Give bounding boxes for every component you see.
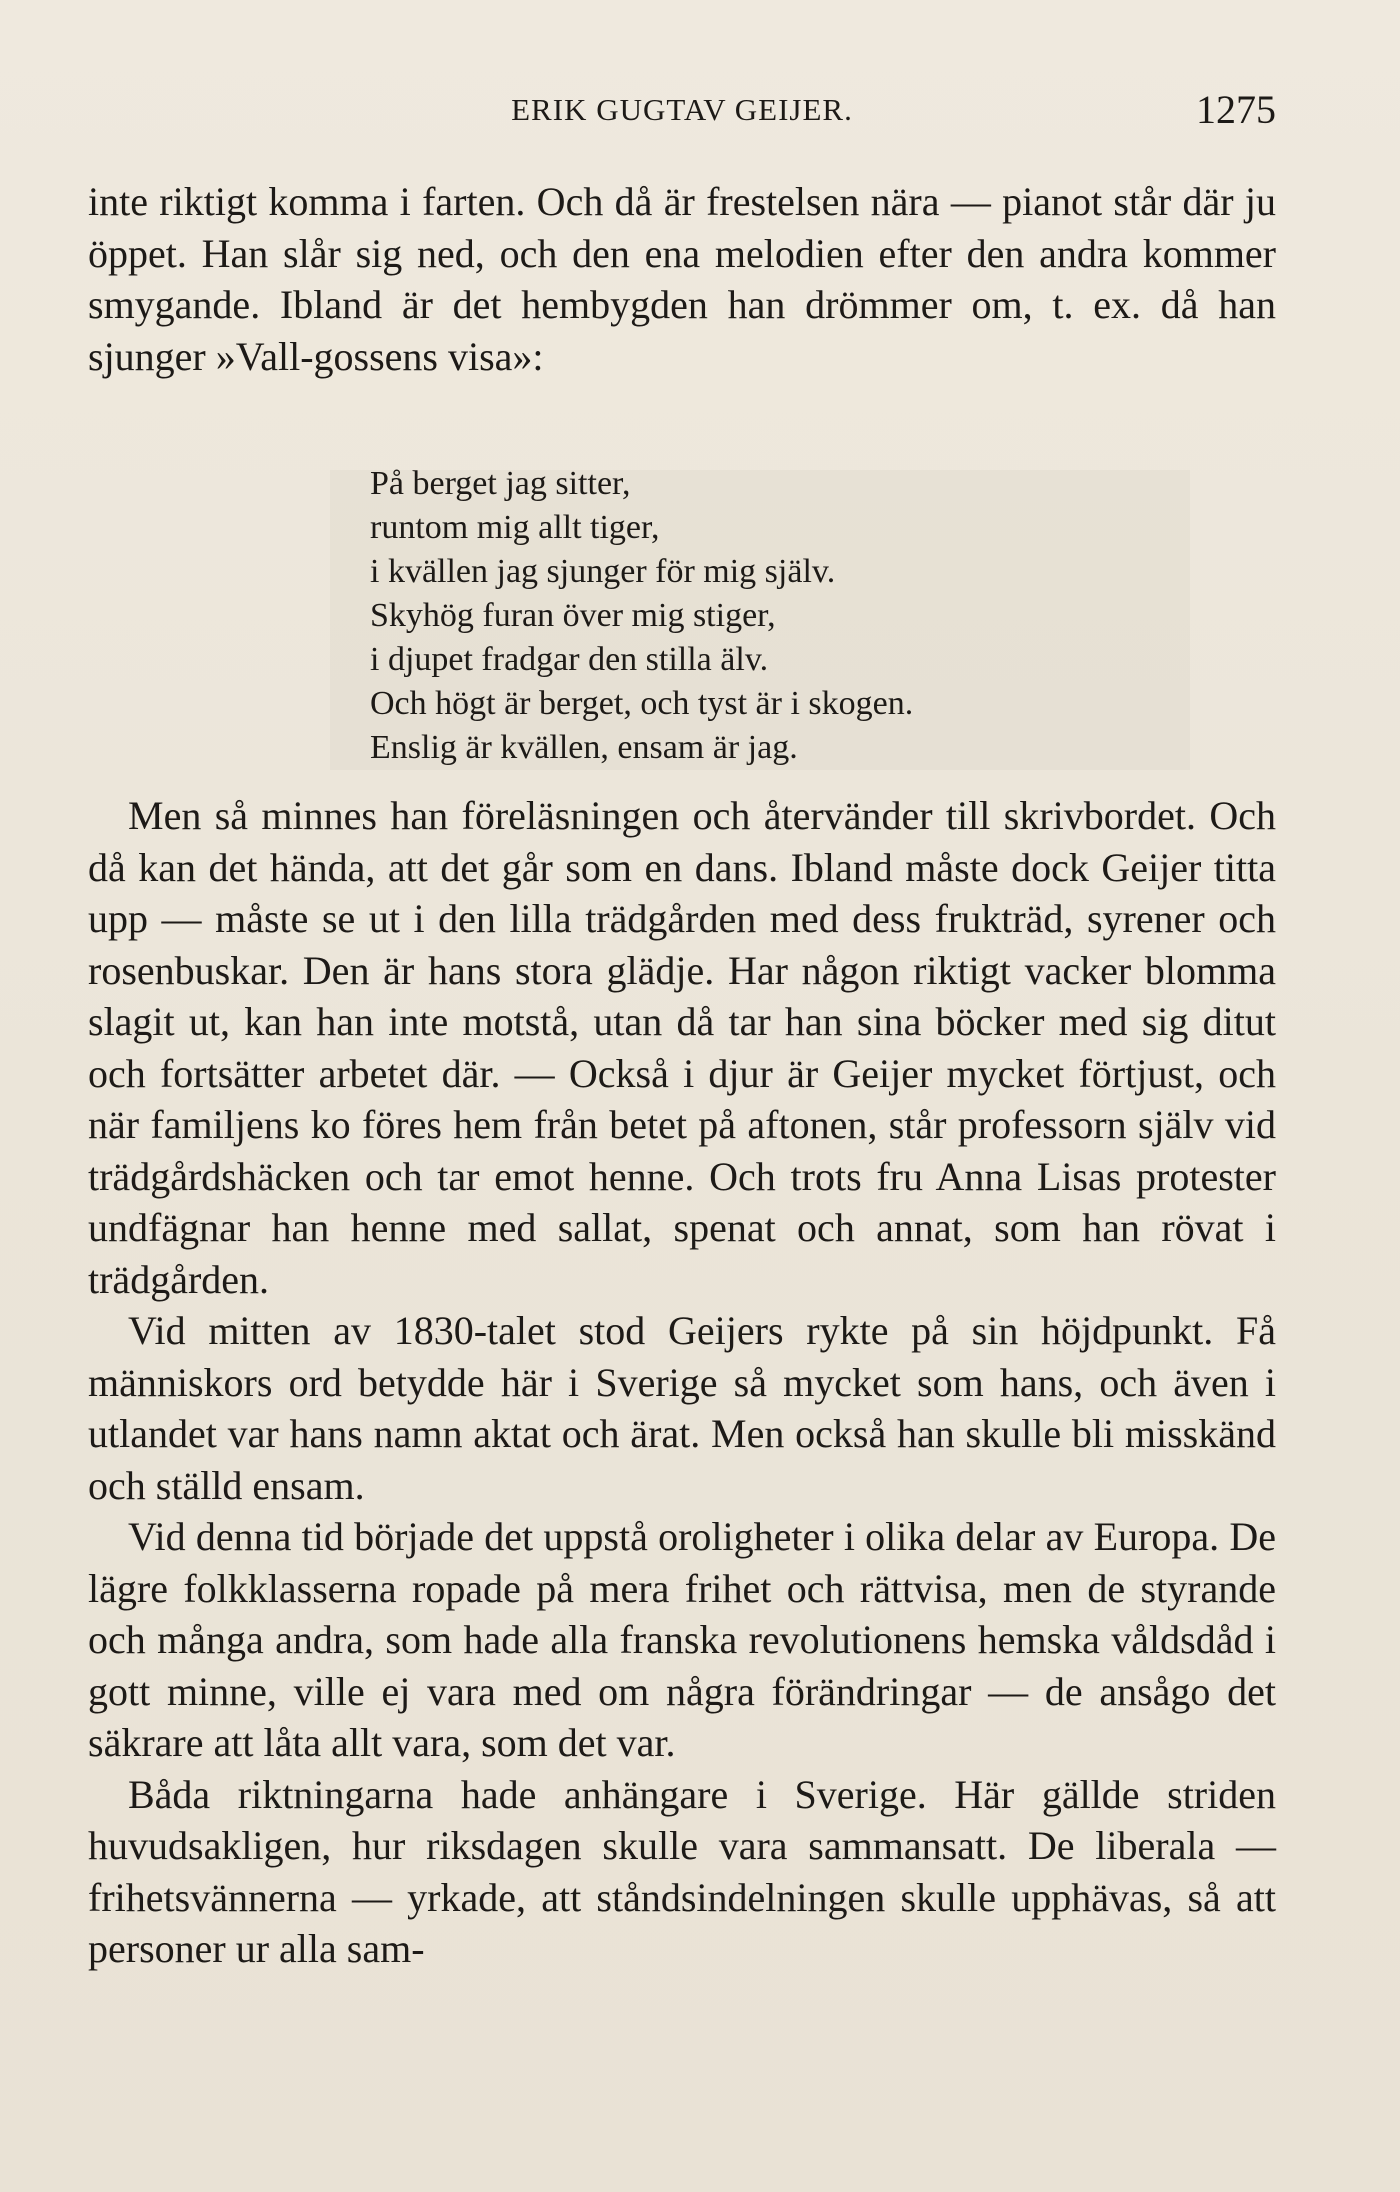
page-number: 1275 bbox=[1196, 87, 1276, 132]
poem-line: i djupet fradgar den stilla älv. bbox=[370, 641, 769, 678]
paragraph: Båda riktningarna hade anhängare i Sverige. Här gällde striden huvudsakligen, hur riksdagen skulle vara sammansatt. De liberala — frihetsvännerna — yrkade, att ståndsindelningen skulle upphävas, så att personer ur alla sam- bbox=[88, 1771, 1276, 1971]
paragraph: Vid mitten av 1830-talet stod Geijers rykte på sin höjdpunkt. Få människors ord betydde här i Sverige så mycket som hans, och även i utlandet var hans namn aktat och ärat. Men också han skulle bli misskänd och ställd ensam. bbox=[88, 1308, 1276, 1508]
poem-line: Enslig är kvällen, ensam är jag. bbox=[370, 729, 798, 766]
poem-line: Skyhög furan över mig stiger, bbox=[370, 597, 776, 634]
text-block-main bbox=[88, 790, 1276, 1975]
paragraph: Men så minnes han föreläsningen och återvänder till skrivbordet. Och då kan det hända, att det går som en dans. Ibland måste dock Geijer titta upp — måste se ut i den lilla trädgården med dess frukträd, syrener och rosenbuskar. Den är hans stora glädje. Har någon riktigt vacker blomma slagit ut, kan han inte motstå, utan då tar han sina böcker med sig ditut och fortsätter arbetet där. — Också i djur är Geijer mycket förtjust, och när familjens ko föres hem från betet på aftonen, står professorn själv vid trädgårdshäcken och tar emot henne. Och trots fru Anna Lisas protester undfägnar han henne med sallat, spenat och annat, som han rövat i trädgården. bbox=[88, 793, 1276, 1302]
paragraph: inte riktigt komma i farten. Och då är frestelsen nära — pianot står där ju öppet. Han slår sig ned, och den ena melodien efter den andra kommer smygande. Ibland är det hembygden han drömmer om, t. ex. då han sjunger »Vall-gossens visa»: bbox=[88, 179, 1276, 379]
poem-block bbox=[370, 462, 1170, 770]
poem-line: På berget jag sitter, bbox=[370, 465, 631, 502]
text-block-top bbox=[88, 176, 1276, 382]
paragraph: Vid denna tid började det uppstå oroligheter i olika delar av Europa. De lägre folkklasserna ropade på mera frihet och rättvisa, men de styrande och många andra, som hade alla franska revolutionens hemska våldsdåd i gott minne, ville ej vara med om några förändringar — de ansågo det säkrare att låta allt vara, som det var. bbox=[88, 1514, 1276, 1765]
poem-line: runtom mig allt tiger, bbox=[370, 509, 660, 546]
poem-line: i kvällen jag sjunger för mig själv. bbox=[370, 553, 836, 590]
running-head bbox=[88, 82, 1276, 142]
running-title: ERIK GUGTAV GEIJER. bbox=[511, 92, 853, 127]
poem-line: Och högt är berget, och tyst är i skogen. bbox=[370, 685, 914, 722]
